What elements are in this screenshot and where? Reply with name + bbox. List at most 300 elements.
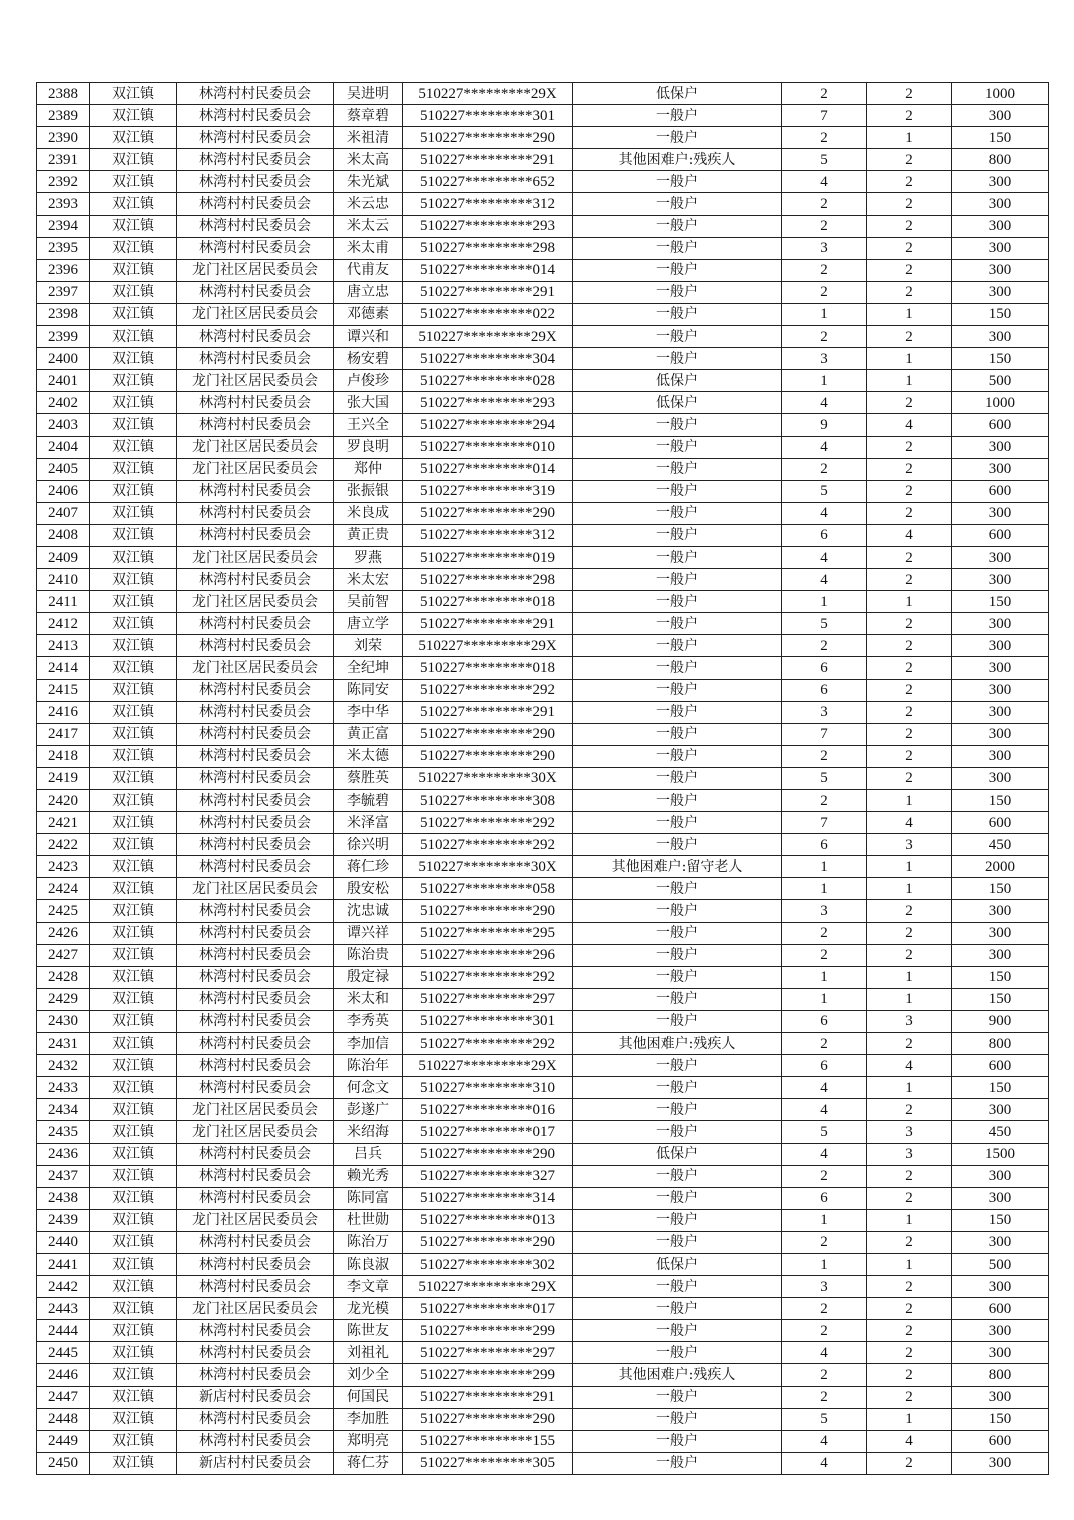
id-number-cell: 510227*********29X — [403, 83, 573, 105]
household-type-cell: 一般户 — [573, 215, 782, 237]
table-row — [37, 635, 1049, 657]
table-row — [37, 1209, 1049, 1231]
name-cell: 李文章 — [334, 1276, 403, 1298]
amount-cell: 600 — [952, 1430, 1049, 1452]
household-type-cell: 一般户 — [573, 966, 782, 988]
household-size-cell: 2 — [782, 281, 867, 303]
subsidized-count-cell: 2 — [867, 635, 952, 657]
town-cell: 双江镇 — [90, 436, 177, 458]
id-number-cell: 510227*********290 — [403, 900, 573, 922]
table-row — [37, 215, 1049, 237]
town-cell: 双江镇 — [90, 745, 177, 767]
row-number: 2415 — [37, 679, 90, 701]
table-row — [37, 790, 1049, 812]
amount-cell: 300 — [952, 767, 1049, 789]
name-cell: 刘少全 — [334, 1364, 403, 1386]
id-number-cell: 510227*********319 — [403, 480, 573, 502]
subsidized-count-cell: 3 — [867, 1143, 952, 1165]
row-number: 2426 — [37, 922, 90, 944]
household-type-cell: 一般户 — [573, 569, 782, 591]
committee-cell: 林湾村村民委员会 — [177, 1342, 334, 1364]
household-size-cell: 2 — [782, 1231, 867, 1253]
amount-cell: 600 — [952, 480, 1049, 502]
amount-cell: 150 — [952, 790, 1049, 812]
subsidized-count-cell: 2 — [867, 458, 952, 480]
subsidized-count-cell: 2 — [867, 745, 952, 767]
name-cell: 王兴全 — [334, 414, 403, 436]
subsidized-count-cell: 2 — [867, 1033, 952, 1055]
id-number-cell: 510227*********028 — [403, 370, 573, 392]
committee-cell: 新店村村民委员会 — [177, 1386, 334, 1408]
row-number: 2407 — [37, 502, 90, 524]
town-cell: 双江镇 — [90, 348, 177, 370]
amount-cell: 300 — [952, 1320, 1049, 1342]
household-type-cell: 一般户 — [573, 502, 782, 524]
amount-cell: 300 — [952, 215, 1049, 237]
id-number-cell: 510227*********301 — [403, 105, 573, 127]
town-cell: 双江镇 — [90, 326, 177, 348]
household-size-cell: 2 — [782, 326, 867, 348]
committee-cell: 龙门社区居民委员会 — [177, 591, 334, 613]
amount-cell: 600 — [952, 414, 1049, 436]
household-type-cell: 一般户 — [573, 679, 782, 701]
amount-cell: 2000 — [952, 856, 1049, 878]
committee-cell: 林湾村村民委员会 — [177, 215, 334, 237]
town-cell: 双江镇 — [90, 944, 177, 966]
row-number: 2433 — [37, 1077, 90, 1099]
town-cell: 双江镇 — [90, 1430, 177, 1452]
id-number-cell: 510227*********293 — [403, 392, 573, 414]
id-number-cell: 510227*********292 — [403, 1033, 573, 1055]
subsidized-count-cell: 2 — [867, 723, 952, 745]
household-size-cell: 4 — [782, 1452, 867, 1474]
committee-cell: 林湾村村民委员会 — [177, 149, 334, 171]
committee-cell: 林湾村村民委员会 — [177, 922, 334, 944]
household-size-cell: 4 — [782, 171, 867, 193]
row-number: 2437 — [37, 1165, 90, 1187]
table-row — [37, 414, 1049, 436]
committee-cell: 林湾村村民委员会 — [177, 1010, 334, 1032]
table-row — [37, 1055, 1049, 1077]
name-cell: 黄正贵 — [334, 524, 403, 546]
subsidized-count-cell: 3 — [867, 1010, 952, 1032]
id-number-cell: 510227*********017 — [403, 1121, 573, 1143]
subsidized-count-cell: 3 — [867, 834, 952, 856]
household-size-cell: 3 — [782, 701, 867, 723]
subsidized-count-cell: 4 — [867, 1430, 952, 1452]
table-body — [37, 83, 1049, 1475]
id-number-cell: 510227*********301 — [403, 1010, 573, 1032]
name-cell: 米良成 — [334, 502, 403, 524]
subsidized-count-cell: 2 — [867, 679, 952, 701]
household-type-cell: 一般户 — [573, 657, 782, 679]
subsidized-count-cell: 2 — [867, 237, 952, 259]
household-type-cell: 一般户 — [573, 127, 782, 149]
id-number-cell: 510227*********016 — [403, 1099, 573, 1121]
committee-cell: 林湾村村民委员会 — [177, 723, 334, 745]
table-row — [37, 436, 1049, 458]
row-number: 2409 — [37, 546, 90, 568]
row-number: 2405 — [37, 458, 90, 480]
amount-cell: 300 — [952, 635, 1049, 657]
household-type-cell: 一般户 — [573, 1276, 782, 1298]
household-type-cell: 低保户 — [573, 83, 782, 105]
name-cell: 黄正富 — [334, 723, 403, 745]
id-number-cell: 510227*********010 — [403, 436, 573, 458]
subsidized-count-cell: 4 — [867, 414, 952, 436]
subsidized-count-cell: 2 — [867, 1298, 952, 1320]
amount-cell: 450 — [952, 834, 1049, 856]
row-number: 2414 — [37, 657, 90, 679]
row-number: 2431 — [37, 1033, 90, 1055]
committee-cell: 林湾村村民委员会 — [177, 414, 334, 436]
table-row — [37, 1320, 1049, 1342]
household-size-cell: 2 — [782, 193, 867, 215]
amount-cell: 300 — [952, 1342, 1049, 1364]
row-number: 2447 — [37, 1386, 90, 1408]
subsidized-count-cell: 1 — [867, 790, 952, 812]
town-cell: 双江镇 — [90, 1055, 177, 1077]
id-number-cell: 510227*********299 — [403, 1364, 573, 1386]
household-type-cell: 一般户 — [573, 436, 782, 458]
id-number-cell: 510227*********299 — [403, 1320, 573, 1342]
committee-cell: 林湾村村民委员会 — [177, 745, 334, 767]
table-row — [37, 1010, 1049, 1032]
row-number: 2394 — [37, 215, 90, 237]
row-number: 2417 — [37, 723, 90, 745]
committee-cell: 龙门社区居民委员会 — [177, 1099, 334, 1121]
name-cell: 朱光斌 — [334, 171, 403, 193]
town-cell: 双江镇 — [90, 1386, 177, 1408]
table-row — [37, 149, 1049, 171]
id-number-cell: 510227*********310 — [403, 1077, 573, 1099]
table-row — [37, 1408, 1049, 1430]
household-type-cell: 一般户 — [573, 1298, 782, 1320]
household-roster-table — [36, 82, 1049, 1475]
household-size-cell: 2 — [782, 1364, 867, 1386]
name-cell: 刘荣 — [334, 635, 403, 657]
town-cell: 双江镇 — [90, 966, 177, 988]
town-cell: 双江镇 — [90, 502, 177, 524]
amount-cell: 300 — [952, 657, 1049, 679]
name-cell: 陈治万 — [334, 1231, 403, 1253]
name-cell: 卢俊珍 — [334, 370, 403, 392]
table-row — [37, 546, 1049, 568]
row-number: 2390 — [37, 127, 90, 149]
committee-cell: 林湾村村民委员会 — [177, 480, 334, 502]
id-number-cell: 510227*********295 — [403, 922, 573, 944]
row-number: 2444 — [37, 1320, 90, 1342]
table-row — [37, 767, 1049, 789]
household-type-cell: 一般户 — [573, 1452, 782, 1474]
table-row — [37, 1143, 1049, 1165]
subsidized-count-cell: 1 — [867, 1408, 952, 1430]
household-type-cell: 一般户 — [573, 1209, 782, 1231]
household-size-cell: 1 — [782, 591, 867, 613]
amount-cell: 300 — [952, 281, 1049, 303]
subsidized-count-cell: 2 — [867, 281, 952, 303]
town-cell: 双江镇 — [90, 1298, 177, 1320]
amount-cell: 900 — [952, 1010, 1049, 1032]
id-number-cell: 510227*********017 — [403, 1298, 573, 1320]
row-number: 2446 — [37, 1364, 90, 1386]
amount-cell: 150 — [952, 1408, 1049, 1430]
committee-cell: 林湾村村民委员会 — [177, 237, 334, 259]
household-type-cell: 其他困难户:残疾人 — [573, 1033, 782, 1055]
row-number: 2434 — [37, 1099, 90, 1121]
name-cell: 陈治贵 — [334, 944, 403, 966]
town-cell: 双江镇 — [90, 591, 177, 613]
subsidized-count-cell: 2 — [867, 105, 952, 127]
committee-cell: 林湾村村民委员会 — [177, 392, 334, 414]
household-size-cell: 2 — [782, 1320, 867, 1342]
subsidized-count-cell: 2 — [867, 1452, 952, 1474]
name-cell: 何念文 — [334, 1077, 403, 1099]
household-size-cell: 6 — [782, 834, 867, 856]
subsidized-count-cell: 2 — [867, 546, 952, 568]
row-number: 2440 — [37, 1231, 90, 1253]
row-number: 2404 — [37, 436, 90, 458]
town-cell: 双江镇 — [90, 215, 177, 237]
row-number: 2398 — [37, 303, 90, 325]
subsidized-count-cell: 1 — [867, 370, 952, 392]
household-type-cell: 一般户 — [573, 613, 782, 635]
row-number: 2449 — [37, 1430, 90, 1452]
household-size-cell: 3 — [782, 1276, 867, 1298]
table-row — [37, 569, 1049, 591]
id-number-cell: 510227*********290 — [403, 1408, 573, 1430]
household-size-cell: 5 — [782, 613, 867, 635]
committee-cell: 龙门社区居民委员会 — [177, 303, 334, 325]
household-size-cell: 2 — [782, 458, 867, 480]
household-type-cell: 低保户 — [573, 370, 782, 392]
town-cell: 双江镇 — [90, 1209, 177, 1231]
town-cell: 双江镇 — [90, 458, 177, 480]
name-cell: 米太德 — [334, 745, 403, 767]
row-number: 2448 — [37, 1408, 90, 1430]
subsidized-count-cell: 2 — [867, 1364, 952, 1386]
amount-cell: 1000 — [952, 83, 1049, 105]
row-number: 2432 — [37, 1055, 90, 1077]
committee-cell: 林湾村村民委员会 — [177, 1231, 334, 1253]
amount-cell: 300 — [952, 546, 1049, 568]
table-row — [37, 1276, 1049, 1298]
town-cell: 双江镇 — [90, 723, 177, 745]
household-size-cell: 1 — [782, 878, 867, 900]
town-cell: 双江镇 — [90, 1253, 177, 1275]
table-row — [37, 524, 1049, 546]
name-cell: 张大国 — [334, 392, 403, 414]
table-row — [37, 1033, 1049, 1055]
subsidized-count-cell: 2 — [867, 1276, 952, 1298]
household-size-cell: 2 — [782, 259, 867, 281]
row-number: 2439 — [37, 1209, 90, 1231]
household-type-cell: 一般户 — [573, 745, 782, 767]
amount-cell: 150 — [952, 303, 1049, 325]
household-size-cell: 2 — [782, 215, 867, 237]
table-row — [37, 1231, 1049, 1253]
id-number-cell: 510227*********019 — [403, 546, 573, 568]
household-type-cell: 一般户 — [573, 1077, 782, 1099]
table-row — [37, 326, 1049, 348]
town-cell: 双江镇 — [90, 1231, 177, 1253]
amount-cell: 300 — [952, 1187, 1049, 1209]
row-number: 2419 — [37, 767, 90, 789]
name-cell: 米绍海 — [334, 1121, 403, 1143]
amount-cell: 300 — [952, 745, 1049, 767]
name-cell: 何国民 — [334, 1386, 403, 1408]
name-cell: 陈同安 — [334, 679, 403, 701]
row-number: 2397 — [37, 281, 90, 303]
household-type-cell: 一般户 — [573, 790, 782, 812]
table-row — [37, 591, 1049, 613]
row-number: 2421 — [37, 812, 90, 834]
subsidized-count-cell: 2 — [867, 569, 952, 591]
row-number: 2430 — [37, 1010, 90, 1032]
table-row — [37, 679, 1049, 701]
committee-cell: 林湾村村民委员会 — [177, 171, 334, 193]
household-size-cell: 6 — [782, 657, 867, 679]
household-size-cell: 4 — [782, 436, 867, 458]
table-row — [37, 127, 1049, 149]
id-number-cell: 510227*********290 — [403, 1231, 573, 1253]
name-cell: 徐兴明 — [334, 834, 403, 856]
row-number: 2423 — [37, 856, 90, 878]
town-cell: 双江镇 — [90, 1033, 177, 1055]
household-type-cell: 一般户 — [573, 1099, 782, 1121]
amount-cell: 500 — [952, 370, 1049, 392]
amount-cell: 300 — [952, 502, 1049, 524]
subsidized-count-cell: 1 — [867, 127, 952, 149]
household-size-cell: 1 — [782, 370, 867, 392]
household-size-cell: 1 — [782, 303, 867, 325]
amount-cell: 300 — [952, 1386, 1049, 1408]
household-type-cell: 一般户 — [573, 348, 782, 370]
id-number-cell: 510227*********297 — [403, 1342, 573, 1364]
household-type-cell: 低保户 — [573, 1253, 782, 1275]
name-cell: 米太甫 — [334, 237, 403, 259]
committee-cell: 龙门社区居民委员会 — [177, 878, 334, 900]
town-cell: 双江镇 — [90, 524, 177, 546]
name-cell: 陈世友 — [334, 1320, 403, 1342]
id-number-cell: 510227*********014 — [403, 259, 573, 281]
household-size-cell: 1 — [782, 988, 867, 1010]
household-size-cell: 1 — [782, 1253, 867, 1275]
committee-cell: 林湾村村民委员会 — [177, 1165, 334, 1187]
row-number: 2408 — [37, 524, 90, 546]
amount-cell: 500 — [952, 1253, 1049, 1275]
committee-cell: 龙门社区居民委员会 — [177, 1209, 334, 1231]
name-cell: 李毓碧 — [334, 790, 403, 812]
amount-cell: 300 — [952, 259, 1049, 281]
household-size-cell: 7 — [782, 723, 867, 745]
household-type-cell: 一般户 — [573, 480, 782, 502]
row-number: 2443 — [37, 1298, 90, 1320]
table-row — [37, 348, 1049, 370]
id-number-cell: 510227*********292 — [403, 679, 573, 701]
table-row — [37, 502, 1049, 524]
table-row — [37, 1386, 1049, 1408]
household-type-cell: 一般户 — [573, 237, 782, 259]
amount-cell: 300 — [952, 613, 1049, 635]
id-number-cell: 510227*********013 — [403, 1209, 573, 1231]
household-size-cell: 1 — [782, 1209, 867, 1231]
committee-cell: 林湾村村民委员会 — [177, 502, 334, 524]
subsidized-count-cell: 2 — [867, 149, 952, 171]
id-number-cell: 510227*********292 — [403, 812, 573, 834]
id-number-cell: 510227*********327 — [403, 1165, 573, 1187]
name-cell: 谭兴祥 — [334, 922, 403, 944]
row-number: 2396 — [37, 259, 90, 281]
name-cell: 唐立忠 — [334, 281, 403, 303]
household-type-cell: 一般户 — [573, 878, 782, 900]
amount-cell: 1500 — [952, 1143, 1049, 1165]
subsidized-count-cell: 2 — [867, 1320, 952, 1342]
name-cell: 蔡胜英 — [334, 767, 403, 789]
committee-cell: 林湾村村民委员会 — [177, 1320, 334, 1342]
subsidized-count-cell: 2 — [867, 1386, 952, 1408]
household-type-cell: 一般户 — [573, 944, 782, 966]
id-number-cell: 510227*********291 — [403, 281, 573, 303]
household-size-cell: 4 — [782, 1077, 867, 1099]
amount-cell: 150 — [952, 988, 1049, 1010]
table-row — [37, 1298, 1049, 1320]
town-cell: 双江镇 — [90, 237, 177, 259]
committee-cell: 龙门社区居民委员会 — [177, 259, 334, 281]
name-cell: 陈良淑 — [334, 1253, 403, 1275]
amount-cell: 600 — [952, 812, 1049, 834]
subsidized-count-cell: 2 — [867, 922, 952, 944]
id-number-cell: 510227*********29X — [403, 635, 573, 657]
household-size-cell: 2 — [782, 1298, 867, 1320]
name-cell: 刘祖礼 — [334, 1342, 403, 1364]
household-type-cell: 一般户 — [573, 767, 782, 789]
id-number-cell: 510227*********291 — [403, 701, 573, 723]
name-cell: 李加信 — [334, 1033, 403, 1055]
row-number: 2411 — [37, 591, 90, 613]
amount-cell: 150 — [952, 127, 1049, 149]
table-row — [37, 1165, 1049, 1187]
table-row — [37, 1187, 1049, 1209]
household-type-cell: 一般户 — [573, 1010, 782, 1032]
table-row — [37, 988, 1049, 1010]
table-row — [37, 1364, 1049, 1386]
committee-cell: 林湾村村民委员会 — [177, 105, 334, 127]
town-cell: 双江镇 — [90, 1165, 177, 1187]
name-cell: 殷定禄 — [334, 966, 403, 988]
id-number-cell: 510227*********297 — [403, 988, 573, 1010]
name-cell: 罗良明 — [334, 436, 403, 458]
amount-cell: 300 — [952, 237, 1049, 259]
town-cell: 双江镇 — [90, 303, 177, 325]
household-size-cell: 3 — [782, 237, 867, 259]
subsidized-count-cell: 1 — [867, 966, 952, 988]
id-number-cell: 510227*********294 — [403, 414, 573, 436]
table-row — [37, 966, 1049, 988]
row-number: 2424 — [37, 878, 90, 900]
name-cell: 吕兵 — [334, 1143, 403, 1165]
household-size-cell: 2 — [782, 790, 867, 812]
town-cell: 双江镇 — [90, 193, 177, 215]
name-cell: 陈同富 — [334, 1187, 403, 1209]
town-cell: 双江镇 — [90, 1342, 177, 1364]
town-cell: 双江镇 — [90, 1276, 177, 1298]
subsidized-count-cell: 4 — [867, 812, 952, 834]
table-row — [37, 723, 1049, 745]
id-number-cell: 510227*********314 — [403, 1187, 573, 1209]
household-type-cell: 一般户 — [573, 701, 782, 723]
town-cell: 双江镇 — [90, 1099, 177, 1121]
